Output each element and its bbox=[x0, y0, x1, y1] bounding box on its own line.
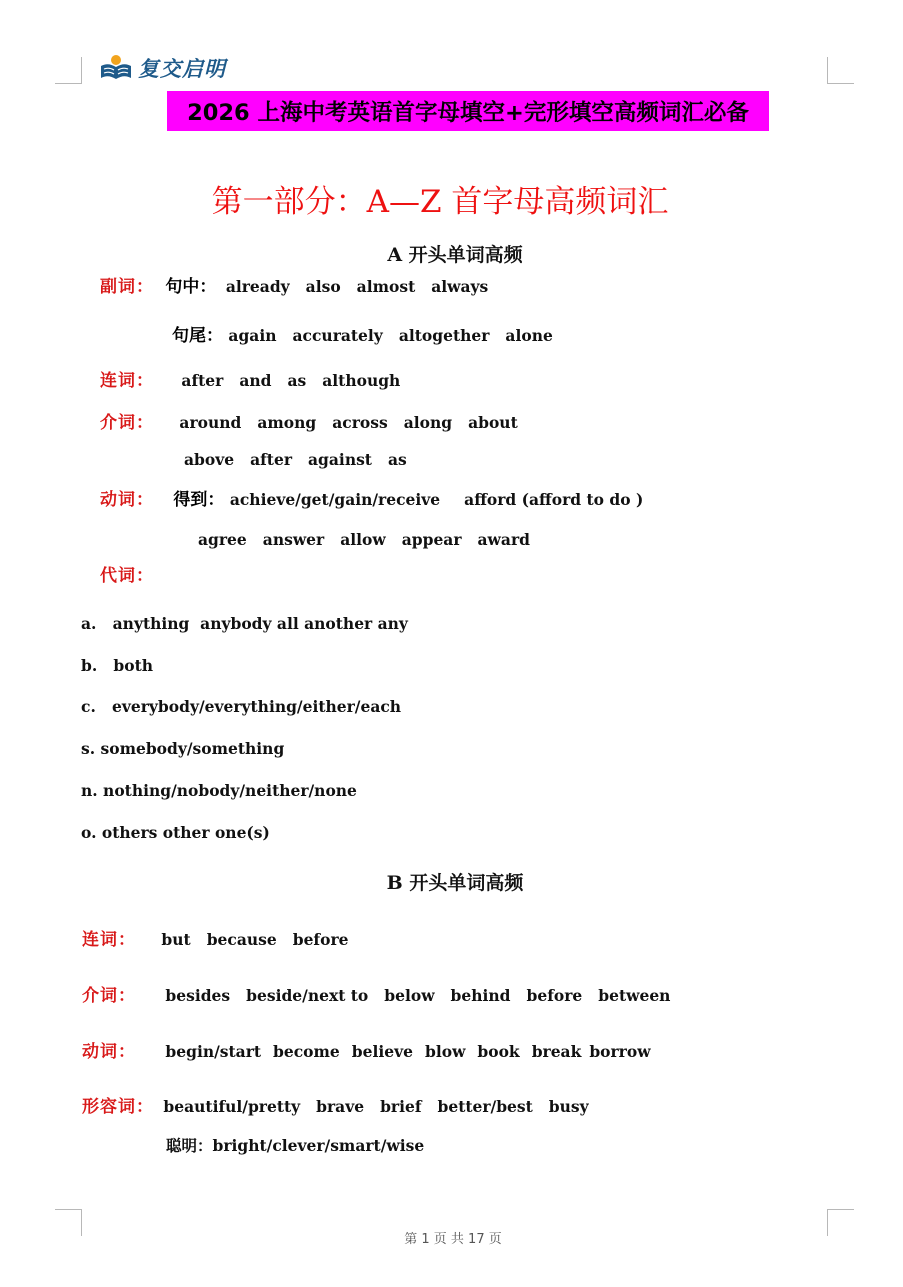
word: afford (afford to do ) bbox=[464, 490, 644, 509]
word: accurately bbox=[292, 326, 383, 345]
word: busy bbox=[548, 1097, 589, 1116]
crop-mark-top-right bbox=[827, 57, 854, 84]
word: borrow bbox=[589, 1042, 651, 1061]
b-verb-row bbox=[82, 1037, 667, 1062]
word: around bbox=[179, 413, 242, 432]
word: again bbox=[228, 326, 277, 345]
pronoun-list-item: s. somebody/something bbox=[81, 739, 285, 758]
brand-name: 复交启明 bbox=[138, 56, 226, 81]
a-adverb-mid-row bbox=[100, 272, 504, 297]
word: against bbox=[308, 450, 372, 469]
a-conjunction-row bbox=[100, 366, 416, 391]
word: altogether bbox=[398, 326, 490, 345]
word: become bbox=[273, 1042, 340, 1061]
category-label-verb: 动词： bbox=[100, 490, 154, 510]
word: award bbox=[477, 530, 530, 549]
word: between bbox=[598, 986, 671, 1005]
word: believe bbox=[351, 1042, 413, 1061]
b-adjective-row bbox=[82, 1092, 605, 1117]
sub-label-end: 句尾： bbox=[172, 326, 223, 346]
pronoun-list-item: o. others other one(s) bbox=[81, 823, 270, 842]
sub-label-get: 得到： bbox=[173, 490, 225, 510]
word: beside/next to bbox=[246, 986, 369, 1005]
word: blow bbox=[425, 1042, 466, 1061]
section-b-title: B 开头单词高频 bbox=[386, 872, 524, 894]
crop-mark-top-left bbox=[55, 57, 82, 84]
sub-label-mid: 句中： bbox=[165, 277, 217, 297]
word: as bbox=[387, 450, 407, 469]
word: as bbox=[287, 371, 307, 390]
word: among bbox=[257, 413, 317, 432]
word: also bbox=[305, 277, 341, 296]
b-adjective-smart-row: 聪明：bright/clever/smart/wise bbox=[166, 1136, 425, 1155]
word: after bbox=[181, 371, 224, 390]
word: along bbox=[403, 413, 453, 432]
word: about bbox=[468, 413, 518, 432]
category-label-conjunction: 连词： bbox=[100, 371, 154, 391]
category-label-adjective: 形容词： bbox=[82, 1097, 154, 1117]
page-number: 第 1 页 共 17 页 bbox=[404, 1232, 502, 1247]
document-title-banner: 2026 上海中考英语首字母填空+完形填空高频词汇必备 bbox=[167, 91, 769, 131]
word: book bbox=[477, 1042, 520, 1061]
word: below bbox=[384, 986, 435, 1005]
category-label-preposition: 介词： bbox=[100, 413, 154, 433]
word: begin/start bbox=[165, 1042, 262, 1061]
a-verb-row-2 bbox=[198, 530, 546, 549]
word: always bbox=[431, 277, 489, 296]
word: but bbox=[161, 930, 191, 949]
pronoun-list-item: c. everybody/everything/either/each bbox=[81, 697, 402, 716]
word: before bbox=[292, 930, 349, 949]
word: behind bbox=[450, 986, 511, 1005]
word: agree bbox=[198, 530, 247, 549]
word: because bbox=[206, 930, 277, 949]
word: appear bbox=[401, 530, 462, 549]
word: better/best bbox=[437, 1097, 533, 1116]
word: and bbox=[239, 371, 272, 390]
word: brief bbox=[380, 1097, 422, 1116]
a-verb-row-1 bbox=[100, 485, 659, 510]
category-label-adverb: 副词： bbox=[100, 277, 154, 297]
section-a-title: A 开头单词高频 bbox=[387, 244, 523, 266]
word: after bbox=[250, 450, 292, 469]
pronoun-list-item: n. nothing/nobody/neither/none bbox=[81, 781, 357, 800]
word: besides bbox=[165, 986, 231, 1005]
word: across bbox=[332, 413, 388, 432]
word: above bbox=[184, 450, 235, 469]
word: beautiful/pretty bbox=[163, 1097, 301, 1116]
category-label-conjunction: 连词： bbox=[82, 930, 136, 950]
pronoun-list-item: a. anything anybody all another any bbox=[81, 614, 408, 633]
word: allow bbox=[340, 530, 386, 549]
a-pronoun-row bbox=[100, 561, 154, 586]
word: although bbox=[322, 371, 401, 390]
a-preposition-row-1 bbox=[100, 408, 534, 433]
category-label-pronoun: 代词： bbox=[100, 566, 154, 586]
category-label-preposition: 介词： bbox=[82, 986, 136, 1006]
word: almost bbox=[356, 277, 416, 296]
part-title: 第一部分：A—Z 首字母高频词汇 bbox=[211, 184, 669, 220]
b-conjunction-row bbox=[82, 925, 364, 950]
category-label-verb: 动词： bbox=[82, 1042, 136, 1062]
b-preposition-row bbox=[82, 981, 686, 1006]
word: alone bbox=[505, 326, 553, 345]
word: break bbox=[531, 1042, 582, 1061]
open-book-icon bbox=[98, 52, 134, 84]
a-adverb-end-row bbox=[172, 321, 569, 346]
pronoun-list-item: b. both bbox=[81, 656, 154, 675]
word: brave bbox=[316, 1097, 365, 1116]
brand-logo bbox=[98, 52, 226, 84]
word: before bbox=[526, 986, 583, 1005]
word: already bbox=[225, 277, 290, 296]
word: answer bbox=[262, 530, 325, 549]
a-preposition-row-2 bbox=[184, 450, 423, 469]
word: achieve/get/gain/receive bbox=[229, 490, 441, 509]
